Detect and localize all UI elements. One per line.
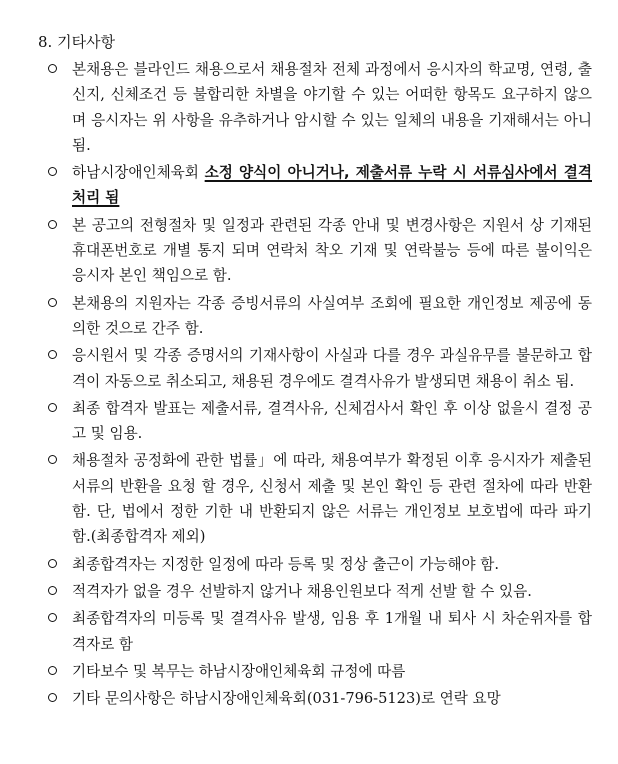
circle-bullet-icon (48, 298, 57, 307)
section-heading: 8. 기타사항 (38, 33, 116, 51)
circle-bullet-icon (48, 64, 57, 73)
item-text: 최종합격자는 지정한 일정에 따라 등록 및 정상 출근이 가능해야 함. (72, 555, 500, 573)
list-item (44, 213, 592, 289)
list-item (44, 448, 592, 549)
circle-bullet-icon (48, 586, 57, 595)
list-item (44, 291, 592, 342)
list-item (44, 343, 592, 394)
list-item (44, 606, 592, 657)
circle-bullet-icon (48, 403, 57, 412)
item-text: 기타보수 및 복무는 하남시장애인체육회 규정에 따름 (72, 662, 406, 680)
list-item (44, 579, 592, 604)
item-text: 본채용은 블라인드 채용으로서 채용절차 전체 과정에서 응시자의 학교명, 연령, 출신지, 신체조건 등 불합리한 차별을 야기할 수 있는 어떠한 항목도 요구하지 않으며 응시자는 위 사항을 유추하거나 암시할 수 있는 일체의 내용을 기재해서는 아니 됨. (72, 61, 592, 154)
circle-bullet-icon (48, 455, 57, 464)
circle-bullet-icon (48, 666, 57, 675)
circle-bullet-icon (48, 613, 57, 622)
notice-list (44, 57, 592, 713)
list-item (44, 686, 592, 711)
circle-bullet-icon (48, 693, 57, 702)
item-text: 최종 합격자 발표는 제출서류, 결격사유, 신체검사서 확인 후 이상 없을시 결정 공고 및 임용. (72, 399, 592, 443)
circle-bullet-icon (48, 220, 57, 229)
item-text: 본 공고의 전형절차 및 일정과 관련된 각종 안내 및 변경사항은 지원서 상 기재된 휴대폰번호로 개별 통지 되며 연락처 착오 기재 및 연락불능 등에 따른 불이익은 응시자 본인 책임으로 함. (72, 216, 592, 285)
item-emphasis-text: 소정 양식이 아니거나, 제출서류 누락 시 서류심사에서 결격처리 됨 (72, 164, 592, 207)
list-item (44, 552, 592, 577)
item-text: 본채용의 지원자는 각종 증빙서류의 사실여부 조회에 필요한 개인정보 제공에 동의한 것으로 간주 함. (72, 294, 592, 337)
circle-bullet-icon (48, 559, 57, 568)
item-text: 최종합격자의 미등록 및 결격사유 발생, 임용 후 1개월 내 퇴사 시 차순위자를 합격자로 함 (72, 610, 592, 653)
circle-bullet-icon (48, 350, 57, 359)
list-item (44, 659, 592, 684)
item-text: 기타 문의사항은 하남시장애인체육회(031-796-5123)로 연락 요망 (72, 690, 501, 708)
list-item (44, 396, 592, 447)
item-text: 응시원서 및 각종 증명서의 기재사항이 사실과 다를 경우 과실유무를 불문하고 합격이 자동으로 취소되고, 채용된 경우에도 결격사유가 발생되면 채용이 취소 됨. (72, 347, 592, 390)
item-text: 하남시장애인체육회 (72, 164, 205, 182)
item-text: 채용절차 공정화에 관한 법률」에 따라, 채용여부가 확정된 이후 응시자가 제출된 서류의 반환을 요청 할 경우, 신청서 제출 및 본인 확인 등 관련 절차에 따라 반환 함. 단, 법에서 정한 기한 내 반환되지 않은 서류는 개인정보 보호법에 따라 파기 함.(최종합격자 제외) (72, 452, 592, 546)
circle-bullet-icon (48, 167, 57, 176)
item-text: 적격자가 없을 경우 선발하지 않거나 채용인원보다 적게 선발 할 수 있음. (72, 582, 532, 600)
list-item (44, 57, 592, 158)
list-item (44, 160, 592, 211)
